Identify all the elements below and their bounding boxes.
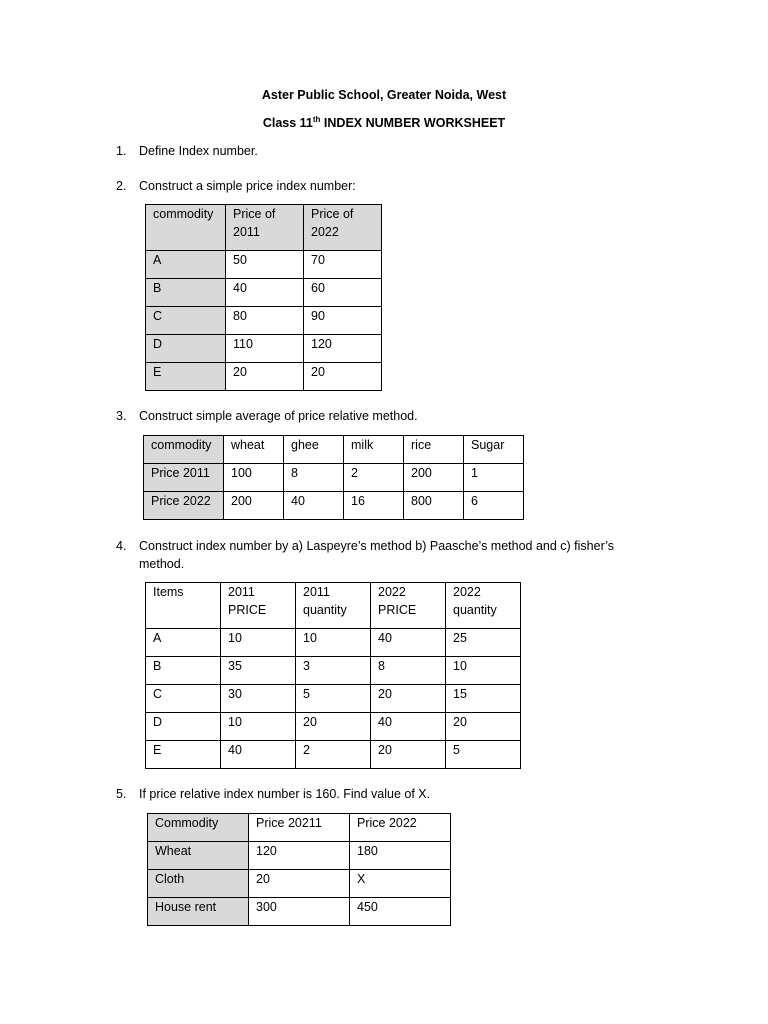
table-row	[146, 657, 521, 685]
table-header-cell: milk	[344, 436, 404, 464]
table-row	[144, 492, 524, 520]
table-cell: 110	[226, 335, 304, 363]
table-header-row	[148, 814, 451, 842]
table-header-cell: commodity	[144, 436, 224, 464]
table-row	[146, 279, 382, 307]
table-header-cell: Price of 2022	[304, 205, 382, 251]
table-cell: B	[146, 279, 226, 307]
table-cell: 80	[226, 307, 304, 335]
table-cell: B	[146, 657, 221, 685]
table-cell: 8	[371, 657, 446, 685]
table-cell: 20	[296, 713, 371, 741]
table-cell: 5	[296, 685, 371, 713]
table-header-cell: Price 20211	[249, 814, 350, 842]
table-cell: E	[146, 363, 226, 391]
table-cell: 300	[249, 898, 350, 926]
table-cell: 35	[221, 657, 296, 685]
question-1	[116, 142, 636, 160]
table-cell: 200	[224, 492, 284, 520]
table-cell: 10	[296, 629, 371, 657]
table-cell: X	[350, 870, 451, 898]
table-row	[146, 713, 521, 741]
table-header-row	[144, 436, 524, 464]
table-cell: 100	[224, 464, 284, 492]
table-cell: C	[146, 685, 221, 713]
worksheet-title	[0, 115, 768, 130]
question-text: Construct index number by a) Laspeyre’s method b) Paasche’s method and c) fisher’s method.	[139, 539, 615, 571]
question-5	[116, 785, 636, 803]
table-cell: E	[146, 741, 221, 769]
table-header-cell: 2011 quantity	[296, 583, 371, 629]
table-header-cell: 2022 PRICE	[371, 583, 446, 629]
table-cell: 20	[446, 713, 521, 741]
table-cell: 20	[304, 363, 382, 391]
question-4	[116, 537, 636, 573]
table-cell: 60	[304, 279, 382, 307]
price-relative-table	[143, 435, 524, 520]
table-cell: 20	[226, 363, 304, 391]
table-cell: 120	[304, 335, 382, 363]
table-cell: 20	[249, 870, 350, 898]
table-cell: 10	[221, 629, 296, 657]
table-row	[148, 842, 451, 870]
table-cell: 25	[446, 629, 521, 657]
table-row	[146, 307, 382, 335]
table-cell: 180	[350, 842, 451, 870]
table-cell: 8	[284, 464, 344, 492]
table-header-cell: Price of 2011	[226, 205, 304, 251]
table-cell: 20	[371, 685, 446, 713]
table-header-cell: Items	[146, 583, 221, 629]
table-row	[146, 251, 382, 279]
table-cell: 40	[371, 713, 446, 741]
table-cell: 3	[296, 657, 371, 685]
question-3	[116, 407, 636, 425]
table-cell: A	[146, 629, 221, 657]
worksheet-title-sup: th	[312, 115, 321, 124]
table-header-cell: Commodity	[148, 814, 249, 842]
question-text: Construct a simple price index number:	[139, 179, 356, 193]
table-cell: Wheat	[148, 842, 249, 870]
question-number: 3.	[116, 409, 127, 423]
table-cell: 40	[284, 492, 344, 520]
table-header-cell: wheat	[224, 436, 284, 464]
table-row	[146, 741, 521, 769]
table-header-cell: 2022 quantity	[446, 583, 521, 629]
question-text: Define Index number.	[139, 144, 258, 158]
table-row	[146, 335, 382, 363]
table-header-cell: Price 2022	[350, 814, 451, 842]
table-cell: 90	[304, 307, 382, 335]
table-cell: 800	[404, 492, 464, 520]
table-cell: D	[146, 713, 221, 741]
table-cell: 16	[344, 492, 404, 520]
table-cell: 15	[446, 685, 521, 713]
table-row	[146, 363, 382, 391]
table-cell: 50	[226, 251, 304, 279]
table-cell: D	[146, 335, 226, 363]
table-cell: 1	[464, 464, 524, 492]
table-cell: 10	[446, 657, 521, 685]
table-cell: Price 2011	[144, 464, 224, 492]
table-cell: 30	[221, 685, 296, 713]
table-cell: 2	[296, 741, 371, 769]
price-index-table	[145, 204, 382, 391]
worksheet-title-rest: INDEX NUMBER WORKSHEET	[320, 116, 506, 131]
table-row	[146, 629, 521, 657]
table-cell: 450	[350, 898, 451, 926]
table-cell: Cloth	[148, 870, 249, 898]
question-number: 4.	[116, 539, 127, 553]
worksheet-title-prefix: Class 11	[262, 116, 313, 131]
table-cell: Price 2022	[144, 492, 224, 520]
question-number: 1.	[116, 144, 127, 158]
table-cell: House rent	[148, 898, 249, 926]
question-text: If price relative index number is 160. Find value of X.	[139, 787, 431, 801]
question-text: Construct simple average of price relative method.	[139, 409, 418, 423]
table-row	[148, 898, 451, 926]
table-header-cell: commodity	[146, 205, 226, 251]
table-header-cell: ghee	[284, 436, 344, 464]
table-row	[148, 870, 451, 898]
table-cell: 20	[371, 741, 446, 769]
table-header-cell: Sugar	[464, 436, 524, 464]
question-2	[116, 177, 636, 195]
table-header-cell: rice	[404, 436, 464, 464]
table-cell: 40	[221, 741, 296, 769]
table-cell: 40	[226, 279, 304, 307]
table-cell: 40	[371, 629, 446, 657]
table-cell: 6	[464, 492, 524, 520]
table-header-row	[146, 583, 521, 629]
question-number: 5.	[116, 787, 127, 801]
school-title: Aster Public School, Greater Noida, West	[261, 88, 507, 102]
table-cell: 2	[344, 464, 404, 492]
find-x-table	[147, 813, 451, 926]
table-cell: 70	[304, 251, 382, 279]
table-cell: 200	[404, 464, 464, 492]
index-methods-table	[145, 582, 521, 769]
table-cell: 10	[221, 713, 296, 741]
table-header-row	[146, 205, 382, 251]
table-cell: C	[146, 307, 226, 335]
table-cell: A	[146, 251, 226, 279]
table-cell: 120	[249, 842, 350, 870]
question-number: 2.	[116, 179, 127, 193]
table-cell: 5	[446, 741, 521, 769]
table-header-cell: 2011 PRICE	[221, 583, 296, 629]
table-row	[144, 464, 524, 492]
table-row	[146, 685, 521, 713]
